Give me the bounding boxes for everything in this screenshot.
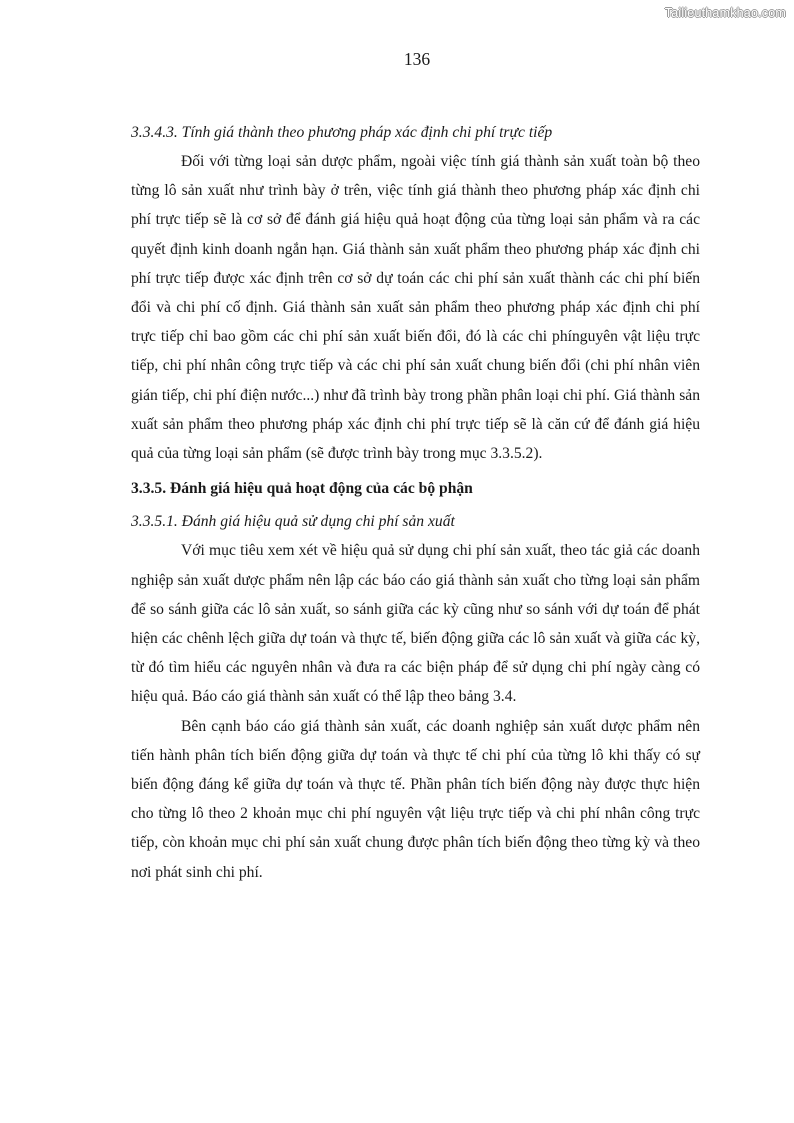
page-number: 136 [403,49,431,69]
section-heading-3-3-5-1: 3.3.5.1. Đánh giá hiệu quả sử dụng chi phí sản xuất [131,513,455,531]
section-heading-3-3-5: 3.3.5. Đánh giá hiệu quả hoạt động của các bộ phận [131,480,473,498]
paragraph-direct-costing: Đối với từng loại sản dược phẩm, ngoài việc tính giá thành sản xuất toàn bộ theo từng lô sản xuất như trình bày ở trên, việc tính giá thành theo phương pháp xác định chi phí trực tiếp sẽ là cơ sở để đánh giá hiệu quả hoạt động của từng loại sản phẩm và ra các quyết định kinh doanh ngắn hạn. Giá thành sản xuất phẩm theo phương pháp xác định chi phí trực tiếp được xác định trên cơ sở dự toán các chi phí sản xuất thành các chi phí biến đổi và chi phí cố định. Giá thành sản xuất sản phẩm theo phương pháp xác định chi phí trực tiếp chỉ bao gồm các chi phí sản xuất biến đổi, đó là các chi phínguyên vật liệu trực tiếp, chi phí nhân công trực tiếp và các chi phí sản xuất chung biến đổi (chi phí nhân viên gián tiếp, chi phí điện nước...) như đã trình bày trong phần phân loại chi phí. Giá thành sản xuất sản phẩm theo phương pháp xác định chi phí trực tiếp sẽ là căn cứ để đánh giá hiệu quả của từng loại sản phẩm (sẽ được trình bày trong mục 3.3.5.2). [131,153,700,463]
section-heading-3-3-4-3: 3.3.4.3. Tính giá thành theo phương pháp xác định chi phí trực tiếp [131,124,553,141]
watermark: Tailieuthamkhao.com [664,6,786,20]
paragraph-cost-efficiency: Với mục tiêu xem xét về hiệu quả sử dụng chi phí sản xuất, theo tác giả các doanh nghiệp sản xuất dược phẩm nên lập các báo cáo giá thành sản xuất cho từng loại sản phẩm để so sánh giữa các lô sản xuất, so sánh giữa các kỳ cũng như so sánh với dự toán để phát hiện các chênh lệch giữa dự toán và thực tế, biến động giữa các lô sản xuất và giữa các kỳ, từ đó tìm hiểu các nguyên nhân và đưa ra các biện pháp để sử dụng chi phí ngày càng có hiệu quả. Báo cáo giá thành sản xuất có thể lập theo bảng 3.4. [131,542,700,706]
document-body [131,118,700,887]
paragraph-variance-analysis: Bên cạnh báo cáo giá thành sản xuất, các doanh nghiệp sản xuất dược phẩm nên tiến hành phân tích biến động giữa dự toán và thực tế chi phí của từng lô khi thấy có sự biến động đáng kể giữa dự toán và thực tế. Phần phân tích biến động này được thực hiện cho từng lô theo 2 khoản mục chi phí nguyên vật liệu trực tiếp và chi phí nhân công trực tiếp, còn khoản mục chi phí sản xuất chung được phân tích biến động theo từng kỳ và theo nơi phát sinh chi phí. [131,717,700,881]
